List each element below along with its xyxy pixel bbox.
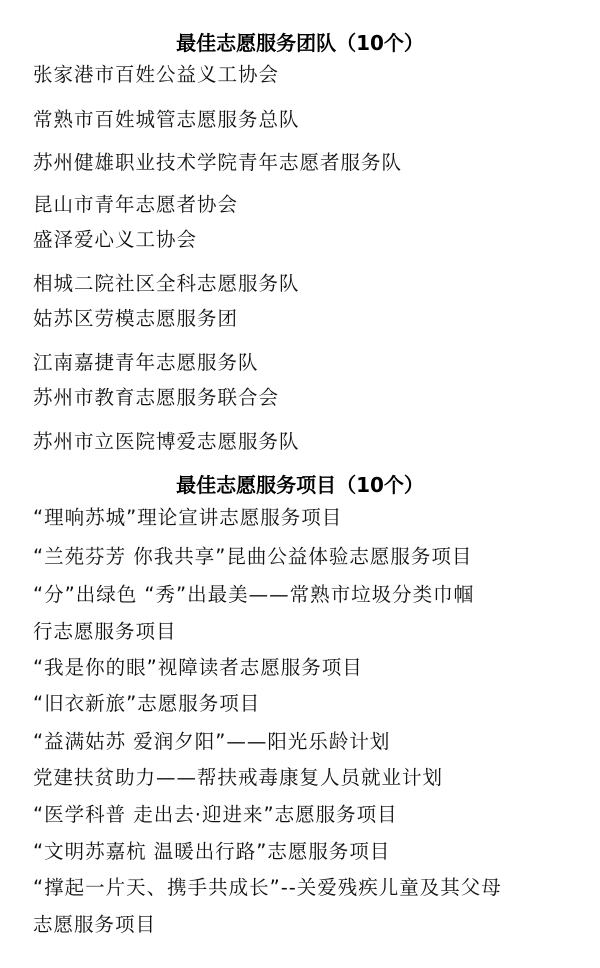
project-line: “理响苏城”理论宣讲志愿服务项目: [33, 506, 343, 529]
team-item: 姑苏区劳模志愿服务团: [33, 307, 239, 330]
team-item: 昆山市青年志愿者协会: [33, 193, 239, 216]
team-item: 苏州市立医院博爱志愿服务队: [33, 430, 300, 453]
project-line: “文明苏嘉杭 温暖出行路”志愿服务项目: [33, 840, 391, 863]
project-line: 行志愿服务项目: [33, 620, 177, 643]
team-item: 苏州健雄职业技术学院青年志愿者服务队: [33, 151, 403, 174]
project-line: “医学科普 走出去·迎进来”志愿服务项目: [33, 803, 398, 826]
team-item: 盛泽爱心义工协会: [33, 228, 198, 251]
team-item: 苏州市教育志愿服务联合会: [33, 386, 280, 409]
project-line: 党建扶贫助力——帮扶戒毒康复人员就业计划: [33, 766, 444, 789]
project-line: “益满姑苏 爱润夕阳”——阳光乐龄计划: [33, 730, 391, 753]
team-item: 张家港市百姓公益义工协会: [33, 63, 280, 86]
project-line: 志愿服务项目: [33, 913, 157, 936]
project-line: “旧衣新旅”志愿服务项目: [33, 692, 261, 715]
project-line: “兰苑芬芳 你我共享”昆曲公益体验志愿服务项目: [33, 545, 473, 568]
projects-heading: 最佳志愿服务项目（10个）: [176, 473, 424, 497]
teams-heading: 最佳志愿服务团队（10个）: [176, 31, 424, 55]
team-item: 相城二院社区全科志愿服务队: [33, 272, 300, 295]
project-line: “我是你的眼”视障读者志愿服务项目: [33, 656, 363, 679]
team-item: 常熟市百姓城管志愿服务总队: [33, 108, 300, 131]
project-line: “分”出绿色 “秀”出最美——常熟市垃圾分类巾帼: [33, 583, 475, 606]
project-line: “撑起一片天、携手共成长”--关爱残疾儿童及其父母: [33, 876, 502, 899]
team-item: 江南嘉捷青年志愿服务队: [33, 351, 259, 374]
